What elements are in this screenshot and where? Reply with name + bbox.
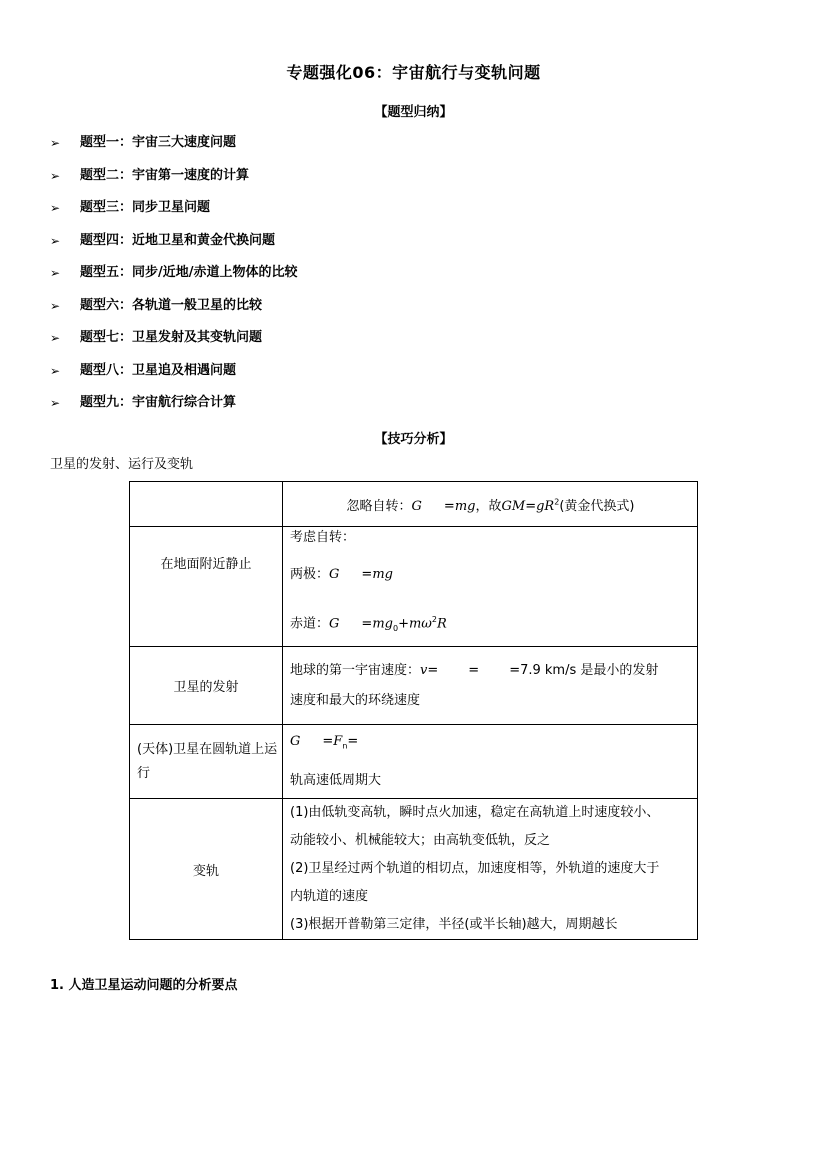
formula-sub: n (342, 741, 348, 751)
section-heading-types: 【题型归纳】 (374, 105, 453, 120)
intro-text: 卫星的发射、运行及变轨 (50, 457, 194, 472)
text-line (290, 609, 691, 640)
list-item-label: 题型一：宇宙三大速度问题 (80, 135, 237, 150)
list-item-label: 题型二：宇宙第一速度的计算 (80, 167, 250, 183)
list-item (50, 362, 298, 395)
formula-op: = (468, 662, 480, 678)
text-run: 赤道： (290, 616, 330, 632)
formula-var: mg (372, 616, 393, 632)
list-item-label: 题型六：各轨道一般卫星的比较 (80, 297, 263, 313)
table-row (130, 527, 698, 647)
formula-var: GM (501, 498, 526, 514)
formula-op: = (361, 567, 373, 582)
list-item-label: 题型五：同步/近地/赤道上物体的比较 (80, 265, 298, 280)
subsection-heading: 1. 人造卫星运动问题的分析要点 (50, 978, 238, 993)
summary-table (129, 481, 698, 940)
arrow-bullet-icon: ➢ (50, 266, 61, 280)
text-line (290, 660, 691, 682)
formula-var: mg (454, 498, 476, 514)
text-run: ，故 (475, 498, 502, 514)
text-run: 地球的第一宇宙速度： (290, 662, 421, 678)
table-cell-label: (天体)卫星在圆轨道上运行 (130, 725, 283, 799)
list-item (50, 264, 298, 297)
question-type-list (50, 134, 298, 427)
text-line: (3)根据开普勒第三定律，半径(或半长轴)越大，周期越长 (290, 917, 618, 932)
text-line: (1)由低轨变高轨，瞬时点火加速，稳定在高轨道上时速度较小、 (290, 805, 660, 820)
table-row (130, 482, 698, 527)
text-run: 两极： (290, 567, 330, 582)
arrow-bullet-icon: ➢ (50, 396, 61, 410)
list-item (50, 199, 298, 232)
formula-var: mω (408, 616, 432, 632)
table-cell-label: 变轨 (130, 799, 283, 940)
table-cell-empty (130, 482, 283, 527)
formula-var: G (329, 616, 340, 632)
document-title: 专题强化06：宇宙航行与变轨问题 (286, 63, 541, 82)
text-run: 忽略自转： (346, 498, 412, 514)
formula-var: gR (536, 498, 555, 514)
list-item (50, 134, 298, 167)
text-line: (2)卫星经过两个轨道的相切点，加速度相等，外轨道的速度大于 (290, 861, 660, 876)
table-cell-rotation (283, 527, 698, 647)
text-line: 考虑自转： (290, 530, 356, 545)
formula-var: v (420, 662, 428, 678)
formula-var: mg (372, 567, 393, 582)
text-line: 内轨道的速度 (290, 889, 369, 904)
table-cell-orbit (283, 725, 698, 799)
formula-var: G (411, 498, 422, 514)
list-item-label: 题型九：宇宙航行综合计算 (80, 395, 237, 410)
table-cell-golden-substitution (283, 482, 698, 527)
formula-op: = (427, 662, 439, 678)
arrow-bullet-icon: ➢ (50, 363, 61, 378)
arrow-bullet-icon: ➢ (50, 168, 61, 183)
text-line: 轨高速低周期大 (290, 772, 382, 788)
formula-op: = (525, 498, 537, 514)
formula-var: R (437, 616, 447, 632)
table-cell-orbit-change (283, 799, 698, 940)
text-line: 速度和最大的环绕速度 (290, 692, 421, 708)
text-line (290, 564, 691, 586)
table-row (130, 647, 698, 725)
formula-sub: 0 (392, 623, 399, 633)
list-item (50, 329, 298, 362)
list-item (50, 232, 298, 265)
arrow-bullet-icon: ➢ (50, 136, 61, 150)
formula-op: = (322, 734, 334, 750)
formula-var: G (329, 567, 340, 582)
arrow-bullet-icon: ➢ (50, 233, 61, 248)
formula-var: F (333, 734, 343, 750)
table-cell-label: 卫星的发射 (130, 647, 283, 725)
text-line: 动能较小、机械能较大；由高轨变低轨，反之 (290, 833, 551, 848)
list-item (50, 297, 298, 330)
formula-var: G (290, 734, 301, 750)
text-run: (黄金代换式) (559, 498, 635, 514)
list-item-label: 题型八：卫星追及相遇问题 (80, 362, 237, 378)
formula-sup: 2 (431, 615, 437, 624)
list-item-label: 题型七：卫星发射及其变轨问题 (80, 330, 263, 345)
formula-op: = (347, 734, 359, 750)
table-cell-label: 在地面附近静止 (130, 527, 283, 647)
section-heading-skills: 【技巧分析】 (374, 432, 453, 447)
text-line (290, 731, 691, 758)
formula-op: + (398, 616, 409, 632)
arrow-bullet-icon: ➢ (50, 331, 61, 345)
table-row (130, 799, 698, 940)
list-item-label: 题型三：同步卫星问题 (80, 200, 211, 215)
text-run: =7.9 km/s 是最小的发射 (509, 662, 659, 678)
formula-op: = (443, 498, 455, 514)
formula-sup: 2 (554, 497, 560, 507)
formula-op: = (361, 616, 373, 632)
table-cell-launch (283, 647, 698, 725)
list-item-label: 题型四：近地卫星和黄金代换问题 (80, 232, 276, 248)
table-row (130, 725, 698, 799)
arrow-bullet-icon: ➢ (50, 298, 61, 313)
list-item (50, 394, 298, 427)
list-item (50, 167, 298, 200)
arrow-bullet-icon: ➢ (50, 201, 61, 215)
